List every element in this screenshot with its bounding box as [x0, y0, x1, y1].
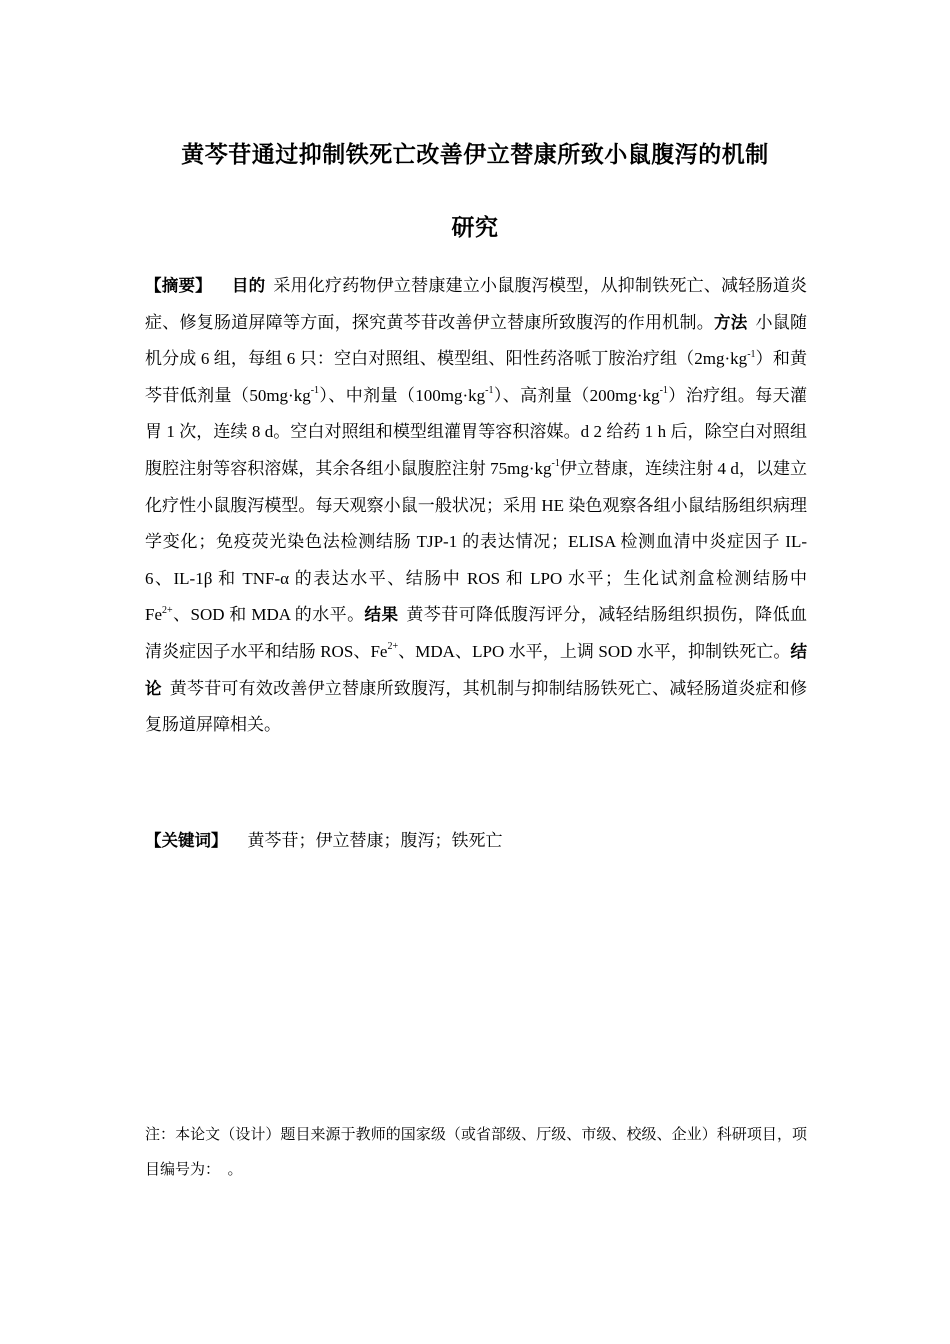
iron-superscript: 2+ [162, 604, 173, 616]
results-label: 结果 [364, 605, 399, 625]
conclusion-label: 结论 [145, 641, 807, 698]
methods-text-1: 小鼠随机分成 6 组，每组 6 只：空白对照组、模型组、阳性药洛哌丁胺治疗组（2mg·kg [145, 312, 808, 369]
unit-superscript: -1 [747, 348, 756, 360]
paper-title-line-1: 黄芩苷通过抑制铁死亡改善伊立替康所致小鼠腹泻的机制 [181, 142, 769, 168]
keywords-line [145, 824, 807, 858]
unit-superscript: -1 [485, 385, 494, 397]
iron-superscript: 2+ [387, 641, 399, 653]
methods-text-3: ）、中剂量（100mg·kg [319, 385, 486, 405]
results-text-2: 、MDA、LPO 水平，上调 SOD 水平，抑制铁死亡。 [398, 641, 791, 661]
methods-text-6: 伊立替康，连续注射 4 d，以建立化疗性小鼠腹泻模型。每天观察小鼠一般状况；采用 HE 染色观察各组小鼠结肠组织病理学变化；免疫荧光染色法检测结肠 TJP-1 的表达情况；ELISA 检测血清中炎症因子 IL-6、IL-1β 和 TNF-α 的表达水平、结肠中 ROS 和 LPO 水平；生化试剂盒检测结肠中 Fe [145, 458, 807, 625]
methods-text-7: 、SOD 和 MDA 的水平。 [172, 605, 365, 625]
methods-text-5: ）治疗组。每天灌胃 1 次，连续 8 d。空白对照组和模型组灌胃等容积溶媒。d 2 给药 1 h 后，除空白对照组腹腔注射等容积溶媒，其余各组小鼠腹腔注射 75mg·kg [145, 385, 808, 478]
methods-label: 方法 [714, 312, 748, 332]
abstract-label: 【摘要】 [145, 276, 212, 295]
conclusion-text: 黄芩苷可有效改善伊立替康所致腹泻，其机制与抑制结肠铁死亡、减轻肠道炎症和修复肠道屏障相关。 [145, 678, 808, 735]
unit-superscript: -1 [310, 385, 320, 397]
footnote: 注：本论文（设计）题目来源于教师的国家级（或省部级、厅级、市级、校级、企业）科研项目，项目编号为： 。 [145, 1127, 807, 1178]
results-text-1: 黄芩苷可降低腹泻评分，减轻结肠组织损伤，降低血清炎症因子水平和结肠 ROS、Fe [145, 605, 808, 661]
abstract-paragraph [145, 268, 807, 744]
unit-superscript: -1 [551, 458, 560, 470]
keywords-text: 黄芩苷；伊立替康；腹泻；铁死亡 [247, 831, 503, 850]
objective-text: 采用化疗药物伊立替康建立小鼠腹泻模型，从抑制铁死亡、减轻肠道炎症、修复肠道屏障等方面，探究黄芩苷改善伊立替康所致腹泻的作用机制。 [145, 276, 808, 332]
methods-text-2: ）和黄芩苷低剂量（50mg·kg [145, 349, 807, 405]
paper-title-line-2: 研究 [451, 215, 499, 241]
keywords-label: 【关键词】 [145, 831, 228, 850]
methods-text-4: ）、高剂量（200mg·kg [493, 385, 660, 405]
unit-superscript: -1 [659, 385, 668, 397]
objective-label: 目的 [231, 276, 266, 295]
